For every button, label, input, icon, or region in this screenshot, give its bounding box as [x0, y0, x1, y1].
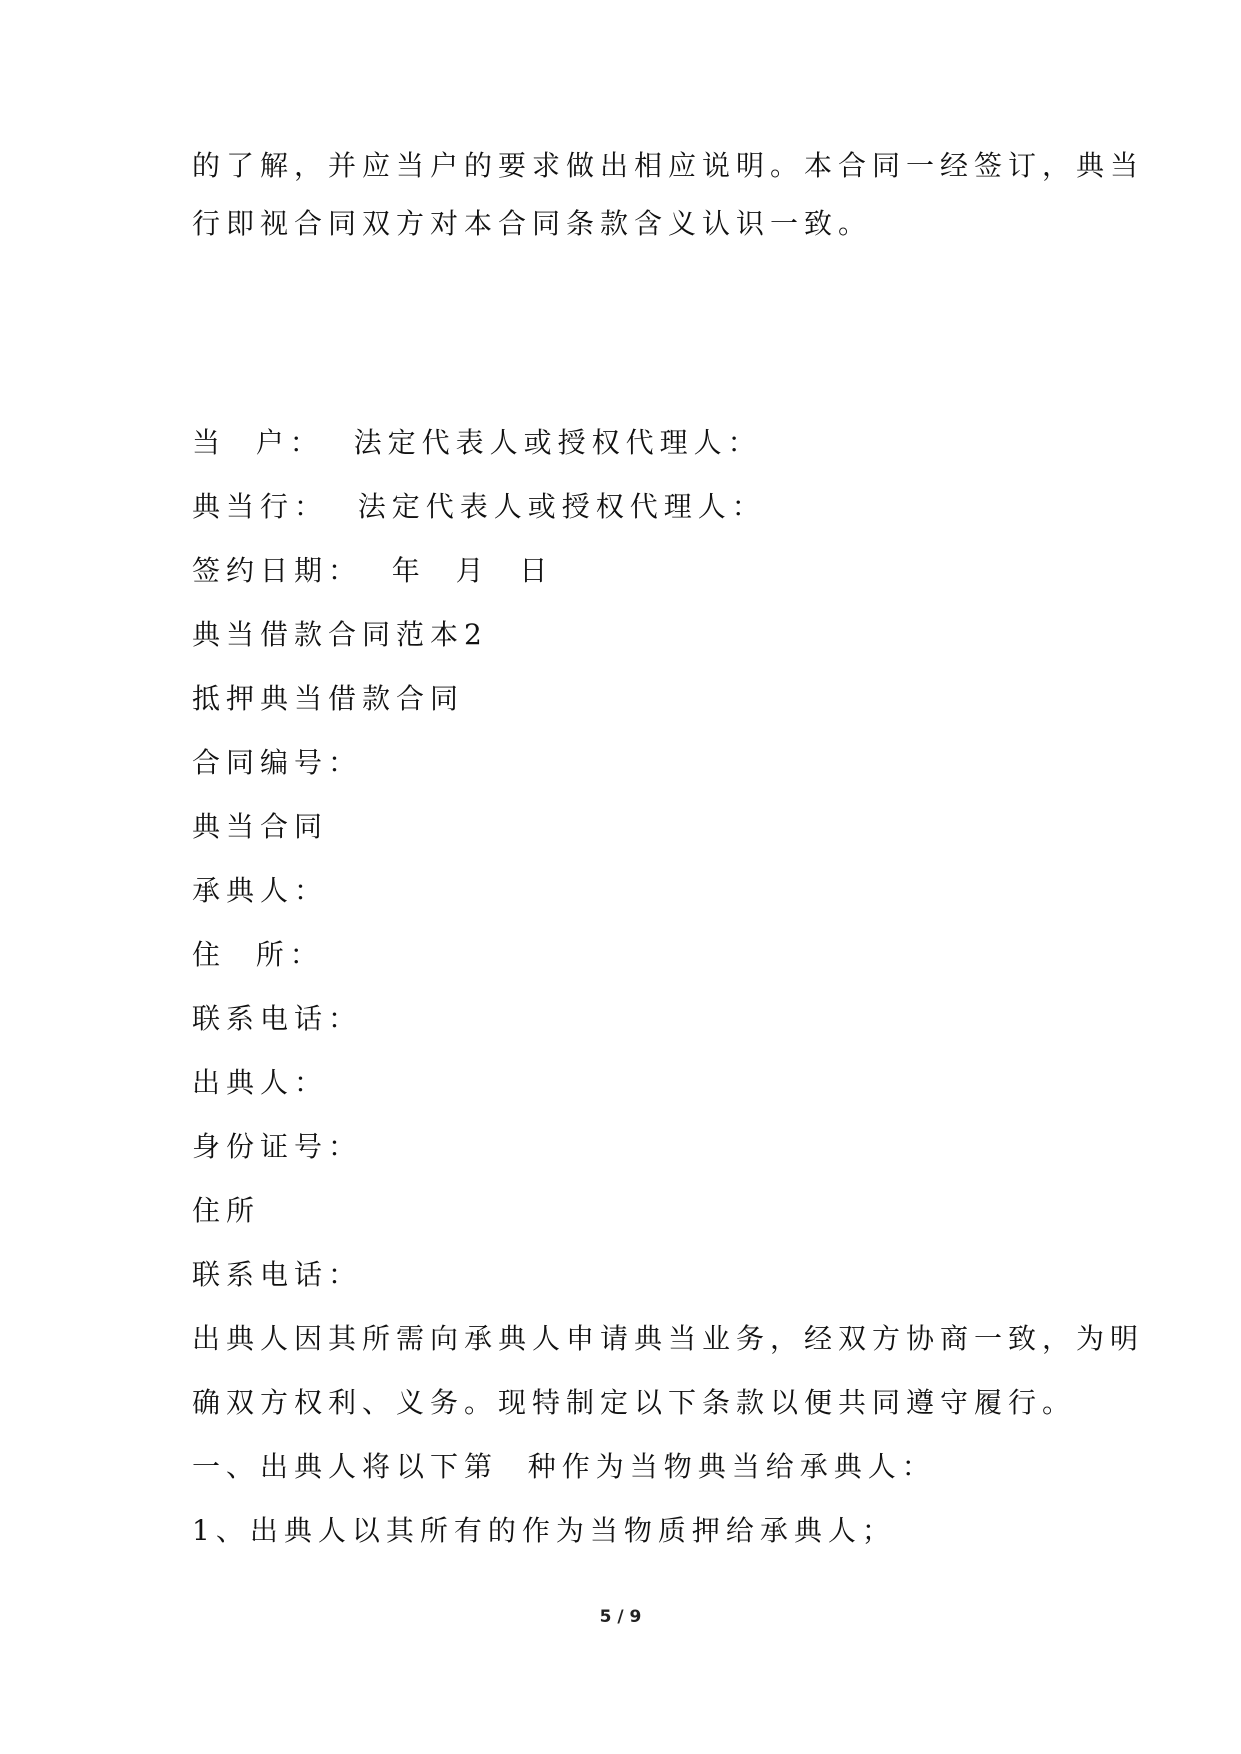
pawnor-label: 出典人： [192, 1066, 329, 1099]
page-number: 5 / 9 [599, 1607, 642, 1627]
paragraph-line: 出典人因其所需向承典人申请典当业务，经双方协商一致，为明 [192, 1322, 1145, 1355]
pawnee-label: 承典人： [192, 874, 329, 907]
contract-number-label: 合同编号： [192, 746, 363, 779]
pawnor-phone-label: 联系电话： [192, 1258, 363, 1291]
contract-title: 抵押典当借款合同 [192, 682, 465, 715]
clause-line: 1、出典人以其所有的作为当物质押给承典人； [192, 1514, 896, 1547]
pawnee-address-label: 住 所： [192, 938, 324, 971]
paragraph-line: 确双方权利、义务。现特制定以下条款以便共同遵守履行。 [192, 1386, 1077, 1419]
contract-heading: 典当合同 [192, 810, 329, 843]
signature-pawnshop-line: 典当行： 法定代表人或授权代理人： [192, 490, 766, 523]
clause-line: 一、出典人将以下第 种作为当物典当给承典人： [192, 1450, 936, 1483]
section-title: 典当借款合同范本2 [192, 618, 488, 651]
pawnor-address-label: 住所 [192, 1194, 261, 1227]
signing-date-line: 签约日期： 年 月 日 [192, 554, 554, 587]
paragraph-line: 的了解，并应当户的要求做出相应说明。本合同一经签订，典当 [192, 149, 1145, 182]
paragraph-line: 行即视合同双方对本合同条款含义认识一致。 [192, 207, 873, 240]
pawnor-id-label: 身份证号： [192, 1130, 363, 1163]
pawnee-phone-label: 联系电话： [192, 1002, 363, 1035]
signature-party-line: 当 户： 法定代表人或授权代理人： [192, 426, 762, 459]
